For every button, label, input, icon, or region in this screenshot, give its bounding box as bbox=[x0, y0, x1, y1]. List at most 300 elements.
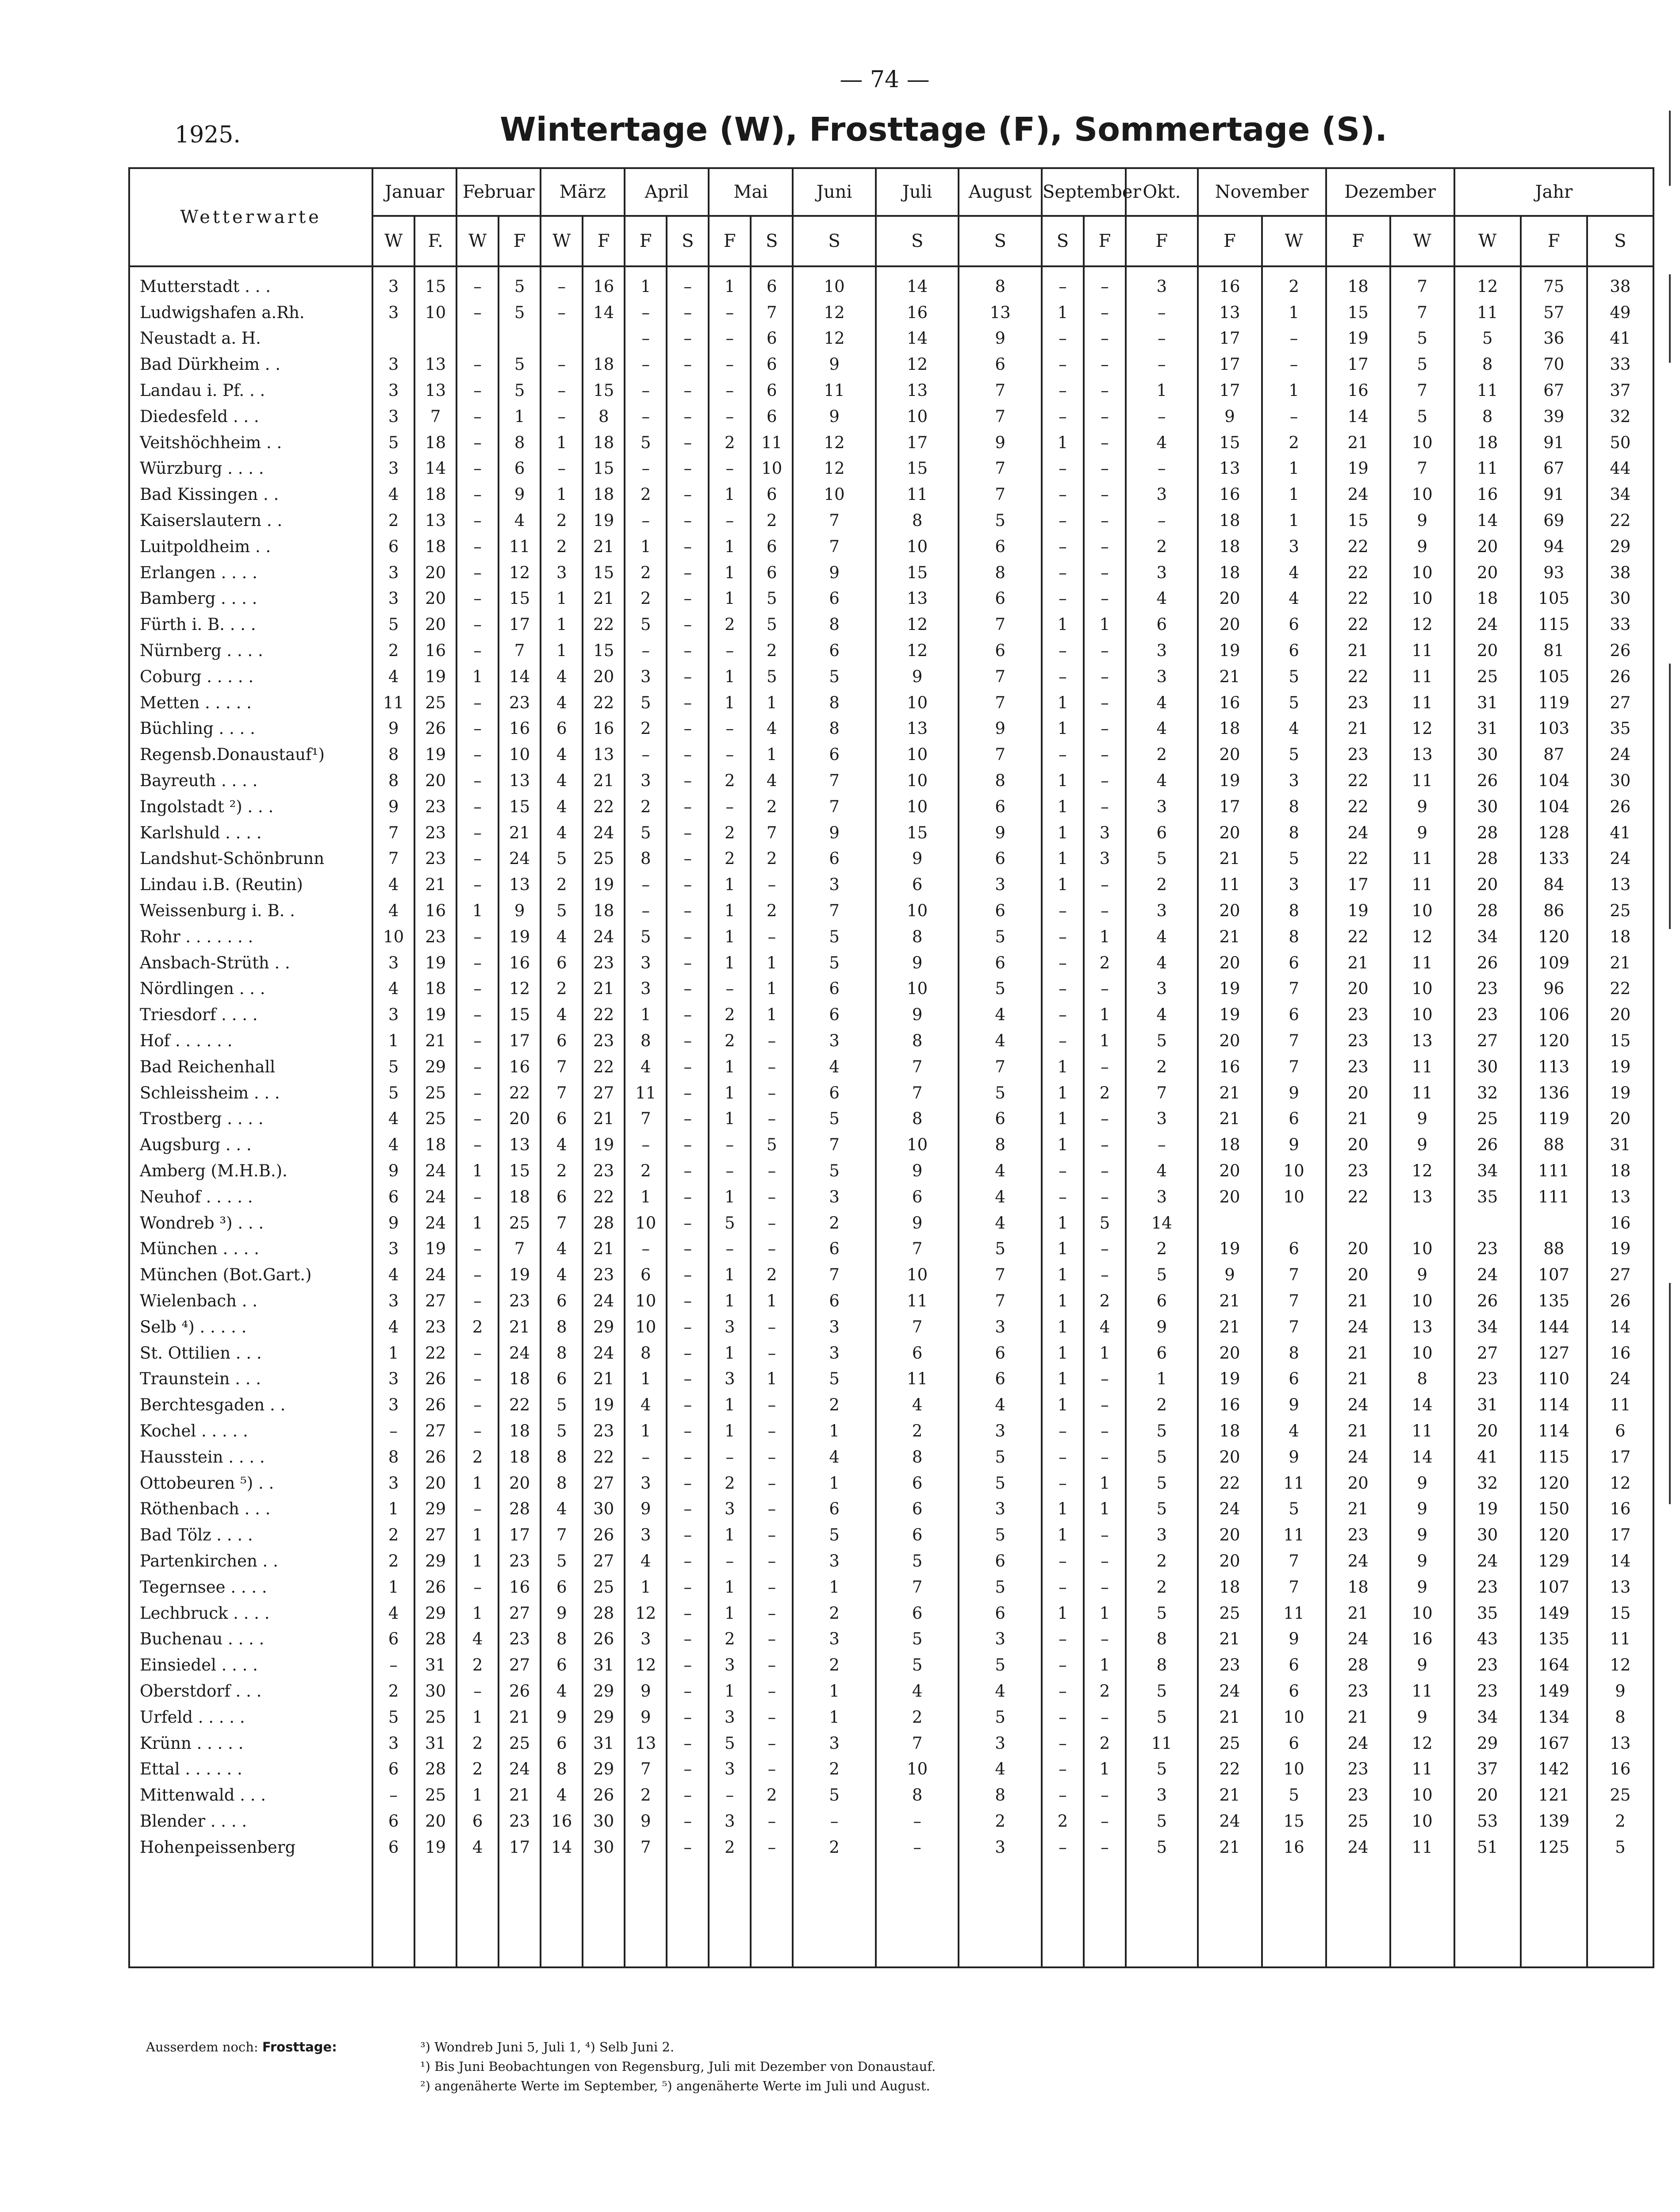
value-cell: – bbox=[751, 924, 793, 950]
value-cell: 3 bbox=[372, 586, 414, 612]
value-cell: 4 bbox=[793, 1444, 876, 1470]
value-cell: 17 bbox=[1326, 351, 1390, 377]
value-cell: 9 bbox=[793, 351, 876, 377]
value-cell: – bbox=[1042, 1548, 1084, 1574]
value-cell: 1 bbox=[456, 1600, 499, 1626]
value-cell: 4 bbox=[541, 690, 583, 716]
table-row bbox=[129, 430, 1653, 456]
value-cell: 2 bbox=[751, 794, 793, 820]
value-cell: 1 bbox=[1042, 716, 1084, 742]
value-cell: 5 bbox=[1587, 1834, 1653, 1860]
value-cell: 7 bbox=[793, 507, 876, 534]
value-cell: 10 bbox=[793, 266, 876, 300]
value-cell: 6 bbox=[1262, 1652, 1326, 1678]
value-cell: 9 bbox=[876, 1158, 959, 1184]
value-cell: 2 bbox=[1084, 1678, 1126, 1704]
value-cell: 7 bbox=[793, 794, 876, 820]
value-cell: – bbox=[1042, 1574, 1084, 1600]
value-cell: – bbox=[1084, 430, 1126, 456]
value-cell: – bbox=[667, 1002, 709, 1028]
value-cell: 5 bbox=[793, 1158, 876, 1184]
value-cell: 28 bbox=[1454, 898, 1521, 924]
value-cell: 103 bbox=[1521, 716, 1587, 742]
value-cell: 24 bbox=[414, 1262, 456, 1288]
value-cell: 29 bbox=[414, 1054, 456, 1080]
value-cell: 41 bbox=[1587, 820, 1653, 846]
value-cell: 1 bbox=[751, 1002, 793, 1028]
value-cell: 8 bbox=[1262, 898, 1326, 924]
value-cell: 20 bbox=[1454, 534, 1521, 560]
value-cell: 5 bbox=[793, 1106, 876, 1132]
value-cell: – bbox=[456, 924, 499, 950]
value-cell: – bbox=[1042, 1730, 1084, 1756]
value-cell: 2 bbox=[456, 1652, 499, 1678]
value-cell: 7 bbox=[372, 820, 414, 846]
value-cell: – bbox=[667, 1522, 709, 1548]
value-cell: 23 bbox=[583, 950, 625, 976]
value-cell: 49 bbox=[1587, 300, 1653, 326]
value-cell: 11 bbox=[1262, 1470, 1326, 1496]
value-cell: 109 bbox=[1521, 950, 1587, 976]
value-cell: 8 bbox=[625, 1028, 667, 1054]
value-cell: 9 bbox=[1390, 1548, 1454, 1574]
table-row bbox=[129, 1652, 1653, 1678]
value-cell: 15 bbox=[1587, 1028, 1653, 1054]
value-cell: 28 bbox=[583, 1600, 625, 1626]
value-cell: 18 bbox=[1454, 586, 1521, 612]
value-cell: – bbox=[456, 456, 499, 482]
value-cell: 7 bbox=[1126, 1080, 1198, 1106]
value-cell: 4 bbox=[456, 1834, 499, 1860]
month-header: Dezember bbox=[1326, 168, 1454, 216]
value-cell: 1 bbox=[541, 586, 583, 612]
value-cell: 6 bbox=[1262, 1678, 1326, 1704]
value-cell: 9 bbox=[1390, 507, 1454, 534]
value-cell: 44 bbox=[1587, 456, 1653, 482]
value-cell bbox=[1390, 1210, 1454, 1236]
value-cell: 107 bbox=[1521, 1574, 1587, 1600]
value-cell: 9 bbox=[1390, 820, 1454, 846]
value-cell: 18 bbox=[414, 534, 456, 560]
value-cell: 1 bbox=[1042, 1288, 1084, 1314]
value-cell: 10 bbox=[876, 898, 959, 924]
value-cell: 2 bbox=[751, 898, 793, 924]
value-cell: 7 bbox=[959, 1288, 1042, 1314]
empty-cell bbox=[414, 1860, 456, 1967]
value-cell: 16 bbox=[1587, 1340, 1653, 1366]
value-cell: 21 bbox=[583, 1366, 625, 1392]
value-cell: – bbox=[667, 1366, 709, 1392]
value-cell: 24 bbox=[583, 1340, 625, 1366]
value-cell: 6 bbox=[541, 1366, 583, 1392]
value-cell: 7 bbox=[793, 898, 876, 924]
station-name: Neustadt a. H. bbox=[129, 326, 372, 352]
value-cell: 6 bbox=[959, 586, 1042, 612]
value-cell: 2 bbox=[1126, 1054, 1198, 1080]
value-cell: 20 bbox=[414, 560, 456, 586]
value-cell: 1 bbox=[1042, 1106, 1084, 1132]
value-cell: 1 bbox=[1042, 1600, 1084, 1626]
value-cell: 2 bbox=[1126, 1392, 1198, 1418]
value-cell: – bbox=[709, 1132, 751, 1158]
value-cell: 29 bbox=[583, 1678, 625, 1704]
value-cell: 8 bbox=[625, 846, 667, 872]
value-cell: – bbox=[1084, 507, 1126, 534]
value-cell: 8 bbox=[1587, 1704, 1653, 1730]
value-cell: 104 bbox=[1521, 768, 1587, 794]
value-cell: 30 bbox=[1587, 768, 1653, 794]
value-cell: 6 bbox=[959, 794, 1042, 820]
value-cell: – bbox=[751, 1028, 793, 1054]
value-cell: – bbox=[1042, 507, 1084, 534]
value-cell: 8 bbox=[876, 1106, 959, 1132]
value-cell: 33 bbox=[1587, 611, 1653, 637]
value-cell: – bbox=[1084, 1106, 1126, 1132]
empty-cell bbox=[1326, 1860, 1390, 1967]
footnote-line bbox=[146, 2037, 936, 2057]
value-cell: – bbox=[456, 1236, 499, 1262]
value-cell: 9 bbox=[1262, 1392, 1326, 1418]
value-cell: – bbox=[667, 1756, 709, 1782]
value-cell: 5 bbox=[793, 1782, 876, 1808]
value-cell: 2 bbox=[793, 1600, 876, 1626]
value-cell: 24 bbox=[499, 1756, 541, 1782]
value-cell: 4 bbox=[1126, 950, 1198, 976]
value-cell: 19 bbox=[499, 1262, 541, 1288]
value-cell: 16 bbox=[1198, 481, 1262, 507]
column-code: F. bbox=[414, 216, 456, 266]
value-cell: – bbox=[1084, 716, 1126, 742]
value-cell: 6 bbox=[1262, 1730, 1326, 1756]
value-cell: 16 bbox=[499, 950, 541, 976]
value-cell: 1 bbox=[456, 1782, 499, 1808]
value-cell bbox=[583, 326, 625, 352]
value-cell: 37 bbox=[1454, 1756, 1521, 1782]
value-cell: 87 bbox=[1521, 741, 1587, 768]
value-cell: 24 bbox=[1326, 1834, 1390, 1860]
value-cell: 23 bbox=[1454, 1652, 1521, 1678]
value-cell: 27 bbox=[583, 1080, 625, 1106]
value-cell: 25 bbox=[583, 1574, 625, 1600]
value-cell: – bbox=[667, 481, 709, 507]
empty-cell bbox=[456, 1860, 499, 1967]
value-cell: – bbox=[456, 1106, 499, 1132]
value-cell: 12 bbox=[793, 430, 876, 456]
value-cell: – bbox=[667, 403, 709, 430]
value-cell: 11 bbox=[1390, 1834, 1454, 1860]
value-cell: – bbox=[667, 1548, 709, 1574]
value-cell: 21 bbox=[1326, 430, 1390, 456]
value-cell: – bbox=[1084, 1834, 1126, 1860]
value-cell: – bbox=[751, 1808, 793, 1834]
value-cell: – bbox=[456, 976, 499, 1002]
value-cell: 114 bbox=[1521, 1392, 1587, 1418]
value-cell: 19 bbox=[583, 872, 625, 898]
value-cell: 12 bbox=[1390, 1730, 1454, 1756]
value-cell: 18 bbox=[1198, 1418, 1262, 1444]
value-cell: 6 bbox=[541, 1574, 583, 1600]
value-cell: 9 bbox=[1262, 1132, 1326, 1158]
value-cell: – bbox=[709, 1548, 751, 1574]
value-cell: – bbox=[625, 326, 667, 352]
value-cell: – bbox=[456, 872, 499, 898]
value-cell: 9 bbox=[1390, 1106, 1454, 1132]
value-cell: 10 bbox=[1262, 1184, 1326, 1210]
value-cell: – bbox=[667, 1704, 709, 1730]
value-cell: 4 bbox=[541, 741, 583, 768]
value-cell: 2 bbox=[372, 507, 414, 534]
value-cell: 3 bbox=[372, 1730, 414, 1756]
value-cell: – bbox=[456, 586, 499, 612]
value-cell: 8 bbox=[1126, 1626, 1198, 1652]
value-cell: 6 bbox=[876, 1340, 959, 1366]
value-cell: – bbox=[1084, 1444, 1126, 1470]
value-cell: – bbox=[1042, 1158, 1084, 1184]
value-cell: 1 bbox=[709, 481, 751, 507]
value-cell: 1 bbox=[751, 976, 793, 1002]
value-cell: 19 bbox=[1326, 456, 1390, 482]
value-cell: 28 bbox=[414, 1626, 456, 1652]
value-cell: 6 bbox=[751, 377, 793, 403]
value-cell: 30 bbox=[1454, 741, 1521, 768]
value-cell: – bbox=[1042, 560, 1084, 586]
value-cell: 6 bbox=[372, 1756, 414, 1782]
station-name: München . . . . bbox=[129, 1236, 372, 1262]
empty-cell bbox=[372, 1860, 414, 1967]
value-cell: – bbox=[1042, 741, 1084, 768]
value-cell: – bbox=[541, 300, 583, 326]
value-cell: 8 bbox=[793, 690, 876, 716]
value-cell: 18 bbox=[1198, 507, 1262, 534]
value-cell: 5 bbox=[959, 1236, 1042, 1262]
value-cell: 1 bbox=[456, 1548, 499, 1574]
value-cell: 7 bbox=[793, 534, 876, 560]
value-cell: 18 bbox=[1198, 1132, 1262, 1158]
value-cell: 9 bbox=[372, 1158, 414, 1184]
value-cell: 15 bbox=[1587, 1600, 1653, 1626]
value-cell: 4 bbox=[541, 820, 583, 846]
value-cell: 2 bbox=[709, 1028, 751, 1054]
value-cell: – bbox=[1042, 1756, 1084, 1782]
value-cell: 11 bbox=[876, 1288, 959, 1314]
value-cell: 14 bbox=[1126, 1210, 1198, 1236]
value-cell: 19 bbox=[1198, 768, 1262, 794]
empty-cell bbox=[1521, 1860, 1587, 1967]
value-cell: 2 bbox=[709, 430, 751, 456]
value-cell: 24 bbox=[1198, 1496, 1262, 1522]
value-cell: 3 bbox=[1126, 1782, 1198, 1808]
value-cell: 1 bbox=[709, 950, 751, 976]
value-cell: – bbox=[751, 1730, 793, 1756]
value-cell: 13 bbox=[876, 716, 959, 742]
value-cell: 34 bbox=[1587, 481, 1653, 507]
value-cell: 6 bbox=[456, 1808, 499, 1834]
value-cell: 2 bbox=[372, 1548, 414, 1574]
value-cell: 18 bbox=[414, 1132, 456, 1158]
value-cell: 2 bbox=[625, 560, 667, 586]
value-cell: 3 bbox=[793, 1184, 876, 1210]
value-cell: – bbox=[456, 1678, 499, 1704]
value-cell: 4 bbox=[1126, 430, 1198, 456]
station-name: Trostberg . . . . bbox=[129, 1106, 372, 1132]
value-cell: 3 bbox=[372, 1002, 414, 1028]
value-cell: 1 bbox=[709, 924, 751, 950]
value-cell: 5 bbox=[499, 300, 541, 326]
value-cell: 35 bbox=[1454, 1184, 1521, 1210]
value-cell: 4 bbox=[1126, 768, 1198, 794]
value-cell: 3 bbox=[709, 1756, 751, 1782]
value-cell: 1 bbox=[709, 1392, 751, 1418]
value-cell: 23 bbox=[499, 1808, 541, 1834]
value-cell: 10 bbox=[876, 1756, 959, 1782]
value-cell: 24 bbox=[1326, 1626, 1390, 1652]
value-cell: 1 bbox=[1042, 820, 1084, 846]
value-cell: 30 bbox=[583, 1808, 625, 1834]
value-cell: 21 bbox=[1326, 1366, 1390, 1392]
value-cell: 105 bbox=[1521, 664, 1587, 690]
value-cell: 6 bbox=[1126, 1340, 1198, 1366]
value-cell: – bbox=[751, 1392, 793, 1418]
value-cell: 167 bbox=[1521, 1730, 1587, 1756]
value-cell: 7 bbox=[1390, 300, 1454, 326]
value-cell: 1 bbox=[541, 611, 583, 637]
value-cell: – bbox=[456, 1392, 499, 1418]
value-cell: – bbox=[1042, 1782, 1084, 1808]
value-cell: 21 bbox=[583, 1236, 625, 1262]
value-cell: 13 bbox=[1587, 1574, 1653, 1600]
value-cell: – bbox=[709, 351, 751, 377]
value-cell: 1 bbox=[709, 1574, 751, 1600]
value-cell: 2 bbox=[709, 1002, 751, 1028]
value-cell: 4 bbox=[541, 664, 583, 690]
value-cell: 5 bbox=[1262, 664, 1326, 690]
table-row bbox=[129, 1392, 1653, 1418]
value-cell: – bbox=[709, 377, 751, 403]
value-cell: – bbox=[1084, 1054, 1126, 1080]
column-code: S bbox=[1587, 216, 1653, 266]
value-cell: – bbox=[1084, 768, 1126, 794]
value-cell: – bbox=[1084, 976, 1126, 1002]
value-cell: 17 bbox=[1326, 872, 1390, 898]
table-row bbox=[129, 1704, 1653, 1730]
value-cell: 1 bbox=[751, 741, 793, 768]
value-cell: – bbox=[1042, 1002, 1084, 1028]
value-cell: 26 bbox=[1454, 1288, 1521, 1314]
value-cell: 4 bbox=[456, 1626, 499, 1652]
value-cell: 19 bbox=[583, 1132, 625, 1158]
value-cell: 7 bbox=[959, 481, 1042, 507]
table-row bbox=[129, 351, 1653, 377]
value-cell: 11 bbox=[1390, 1054, 1454, 1080]
value-cell: 19 bbox=[1198, 1366, 1262, 1392]
value-cell: 11 bbox=[751, 430, 793, 456]
column-code: S bbox=[876, 216, 959, 266]
value-cell: – bbox=[667, 1600, 709, 1626]
value-cell: 2 bbox=[372, 1522, 414, 1548]
station-name: Wielenbach . . bbox=[129, 1288, 372, 1314]
station-name: Mittenwald . . . bbox=[129, 1782, 372, 1808]
value-cell: – bbox=[709, 716, 751, 742]
value-cell: 70 bbox=[1521, 351, 1587, 377]
value-cell: 10 bbox=[1262, 1158, 1326, 1184]
value-cell: 2 bbox=[625, 586, 667, 612]
value-cell: 13 bbox=[1390, 741, 1454, 768]
value-cell: 6 bbox=[1262, 1366, 1326, 1392]
table-row bbox=[129, 1262, 1653, 1288]
empty-cell bbox=[1084, 1860, 1126, 1967]
station-name: Lechbruck . . . . bbox=[129, 1600, 372, 1626]
station-name: Wondreb ³) . . . bbox=[129, 1210, 372, 1236]
value-cell: 3 bbox=[959, 872, 1042, 898]
value-cell: 23 bbox=[1326, 1158, 1390, 1184]
table-row bbox=[129, 1600, 1653, 1626]
value-cell: 3 bbox=[1126, 637, 1198, 664]
value-cell: – bbox=[667, 924, 709, 950]
column-code: F bbox=[1084, 216, 1126, 266]
value-cell: 127 bbox=[1521, 1340, 1587, 1366]
value-cell: 7 bbox=[959, 741, 1042, 768]
value-cell: 4 bbox=[499, 507, 541, 534]
value-cell: 7 bbox=[876, 1314, 959, 1340]
table-row bbox=[129, 1340, 1653, 1366]
value-cell: 10 bbox=[1262, 1756, 1326, 1782]
value-cell: 8 bbox=[959, 560, 1042, 586]
value-cell: 26 bbox=[1587, 794, 1653, 820]
value-cell: 10 bbox=[1390, 1782, 1454, 1808]
value-cell: 28 bbox=[499, 1496, 541, 1522]
value-cell: – bbox=[1084, 1808, 1126, 1834]
value-cell: 3 bbox=[625, 1470, 667, 1496]
value-cell: 2 bbox=[625, 481, 667, 507]
value-cell: – bbox=[372, 1782, 414, 1808]
value-cell: 9 bbox=[541, 1704, 583, 1730]
value-cell: 13 bbox=[499, 1132, 541, 1158]
value-cell: 20 bbox=[1454, 560, 1521, 586]
value-cell: 6 bbox=[959, 534, 1042, 560]
value-cell: – bbox=[709, 794, 751, 820]
value-cell: 25 bbox=[1198, 1600, 1262, 1626]
value-cell: 25 bbox=[1326, 1808, 1390, 1834]
value-cell: 23 bbox=[1326, 1756, 1390, 1782]
value-cell: 13 bbox=[876, 586, 959, 612]
table-row bbox=[129, 924, 1653, 950]
value-cell: 3 bbox=[1084, 820, 1126, 846]
value-cell: 12 bbox=[1390, 924, 1454, 950]
table-row bbox=[129, 1236, 1653, 1262]
value-cell: – bbox=[456, 560, 499, 586]
value-cell: 1 bbox=[625, 1418, 667, 1444]
month-header: Okt. bbox=[1126, 168, 1198, 216]
value-cell: 8 bbox=[541, 1470, 583, 1496]
value-cell: – bbox=[625, 1236, 667, 1262]
value-cell: – bbox=[456, 1054, 499, 1080]
value-cell: – bbox=[456, 1080, 499, 1106]
value-cell: 13 bbox=[876, 377, 959, 403]
value-cell: 39 bbox=[1521, 403, 1587, 430]
column-code: S bbox=[793, 216, 876, 266]
value-cell: 10 bbox=[793, 481, 876, 507]
value-cell: 20 bbox=[1198, 1444, 1262, 1470]
value-cell: 2 bbox=[541, 507, 583, 534]
value-cell: 18 bbox=[1454, 430, 1521, 456]
value-cell: – bbox=[456, 768, 499, 794]
value-cell: 7 bbox=[793, 768, 876, 794]
value-cell: 34 bbox=[1454, 1158, 1521, 1184]
value-cell: 21 bbox=[1198, 664, 1262, 690]
value-cell: 6 bbox=[1262, 1002, 1326, 1028]
value-cell: 23 bbox=[1454, 1236, 1521, 1262]
value-cell: 14 bbox=[876, 326, 959, 352]
